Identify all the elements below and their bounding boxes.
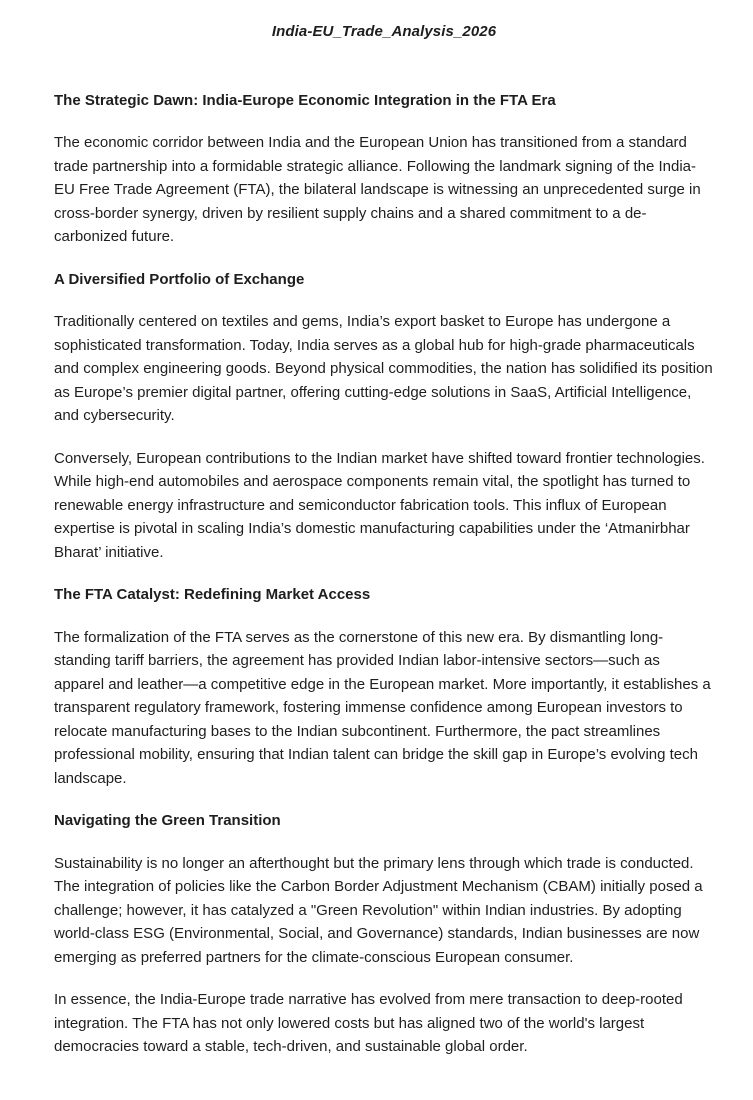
body-paragraph: Sustainability is no longer an afterthought but the primary lens through which trade is conducted. The integration of policies like the Carbon Border Adjustment Mechanism (CBAM) initially posed a challenge; however, it has catalyzed a "Green Revolution" within Indian industries. By adopting world-class ESG (Environmental, Social, and Governance) standards, Indian businesses are now emerging as preferred partners for the climate-conscious European consumer. bbox=[54, 854, 703, 966]
body-paragraph: The formalization of the FTA serves as the cornerstone of this new era. By dismantling long-standing tariff barriers, the agreement has provided Indian labor-intensive sectors—such as apparel and leather—a competitive edge in the European market. More importantly, it establishes a transparent regulatory framework, fostering immense confidence among European investors to relocate manufacturing bases to the Indian subcontinent. Furthermore, the pact streamlines professional mobility, ensuring that Indian talent can bridge the skill gap in Europe’s evolving tech landscape. bbox=[54, 628, 711, 787]
document-title: India-EU_Trade_Analysis_2026 bbox=[271, 23, 497, 40]
body-paragraph: Traditionally centered on textiles and gems, India’s export basket to Europe has undergone a sophisticated transformation. Today, India serves as a global hub for high-grade pharmaceuticals and complex engineering goods. Beyond physical commodities, the nation has solidified its position as Europe’s premier digital partner, offering cutting-edge solutions in SaaS, Artificial Intelligence, and cybersecurity. bbox=[54, 313, 713, 424]
section-heading: Navigating the Green Transition bbox=[54, 812, 281, 829]
body-paragraph: In essence, the India-Europe trade narrative has evolved from mere transaction to deep-rooted integration. The FTA has not only lowered costs but has aligned two of the world's largest democracies toward a stable, tech-driven, and sustainable global order. bbox=[54, 991, 683, 1055]
section-heading: The FTA Catalyst: Redefining Market Access bbox=[54, 586, 371, 603]
section-heading: The Strategic Dawn: India-Europe Economic Integration in the FTA Era bbox=[54, 91, 556, 109]
body-paragraph: Conversely, European contributions to the Indian market have shifted toward frontier technologies. While high-end automobiles and aerospace components remain vital, the spotlight has turned to renewable energy infrastructure and semiconductor fabrication tools. This influx of European expertise is pivotal in scaling India’s domestic manufacturing capabilities under the ‘Atmanirbhar Bharat’ initiative. bbox=[54, 449, 705, 561]
document-blocks bbox=[54, 89, 714, 1059]
body-paragraph: The economic corridor between India and the European Union has transitioned from a standard trade partnership into a formidable strategic alliance. Following the landmark signing of the India-EU Free Trade Agreement (FTA), the bilateral landscape is witnessing an unprecedented surge in cross-border synergy, driven by resilient supply chains and a shared commitment to a de-carbonized future. bbox=[54, 134, 701, 245]
section-heading: A Diversified Portfolio of Exchange bbox=[54, 270, 305, 288]
